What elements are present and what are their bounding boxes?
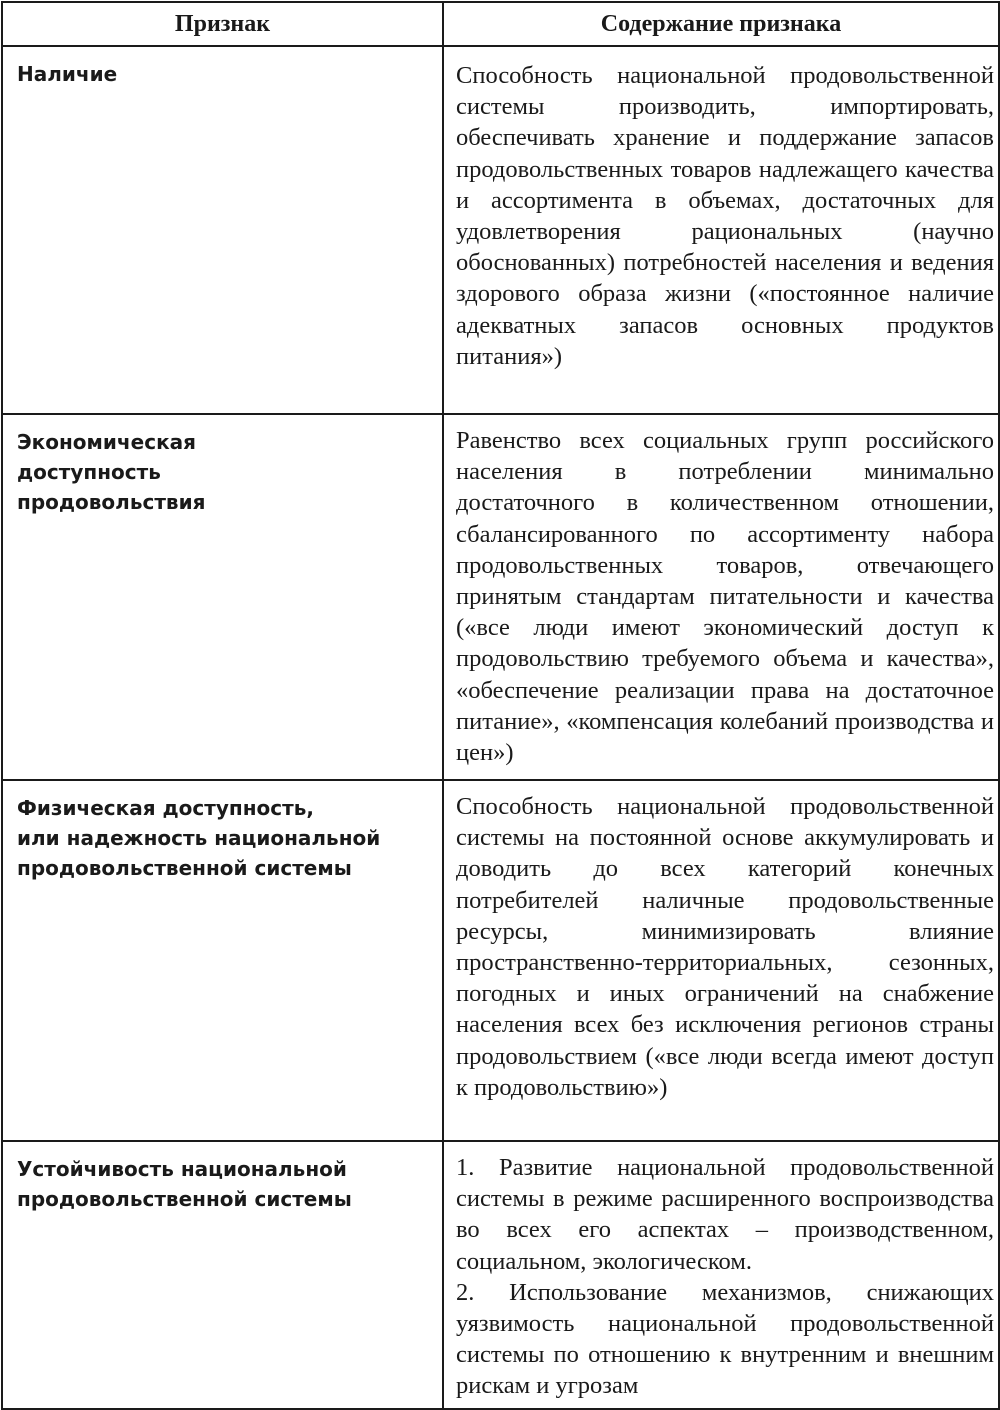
header-feature: Признак bbox=[2, 2, 443, 46]
content-cell bbox=[443, 414, 999, 780]
feature-text: или надежность национальной bbox=[17, 826, 381, 850]
feature-text: продовольственной системы bbox=[17, 856, 352, 880]
table-row bbox=[2, 46, 999, 414]
table-row bbox=[2, 1141, 999, 1409]
content-text: Способность национальной продовольственной системы на постоянной основе аккумулировать и доводить до всех категорий конечных потребителей наличные продовольственные ресурсы, минимизировать влияние пространственно-территориальных, сезонных, погодных и иных ограничений на снабжение населения всех без исключения регионов страны продовольствием («все люди всегда имеют доступ к продовольствию») bbox=[456, 793, 994, 1101]
feature-text: Устойчивость национальной bbox=[17, 1157, 347, 1181]
feature-cell bbox=[2, 780, 443, 1141]
feature-cell bbox=[2, 46, 443, 414]
header-content: Содержание признака bbox=[443, 2, 999, 46]
criteria-table bbox=[1, 1, 1000, 1410]
feature-text: Экономическая bbox=[17, 430, 196, 454]
feature-text: доступность bbox=[17, 460, 161, 484]
table-row bbox=[2, 780, 999, 1141]
feature-text: продовольственной системы bbox=[17, 1187, 352, 1211]
content-text: Равенство всех социальных групп российского населения в потреблении минимально достаточного в количественном отношении, сбалансированного по ассортименту набора продовольственных товаров, отвечающего принятым стандартам питательности и качества («все люди имеют экономический доступ к продовольствию требуемого объема и качества», «обеспечение реализации права на достаточное питание», «компенсация колебаний производства и цен») bbox=[456, 427, 994, 767]
content-cell bbox=[443, 1141, 999, 1409]
feature-cell bbox=[2, 414, 443, 780]
feature-text: продовольствия bbox=[17, 490, 206, 514]
content-text: 2. Использование механизмов, снижающих уязвимость национальной продовольственной системы по отношению к внутренним и внешним рискам и угрозам bbox=[456, 1278, 994, 1400]
content-cell bbox=[443, 46, 999, 414]
table-row bbox=[2, 414, 999, 780]
content-text: Способность национальной продовольственной системы производить, импортировать, обеспечивать хранение и поддержание запасов продовольственных товаров надлежащего качества и ассортимента в объемах, достаточных для удовлетворения рациональных (научно обоснованных) потребностей населения и ведения здорового образа жизни («постоянное наличие адекватных запасов основных продуктов питания») bbox=[456, 62, 994, 370]
content-cell bbox=[443, 780, 999, 1141]
header-row bbox=[2, 2, 999, 46]
feature-cell bbox=[2, 1141, 443, 1409]
content-text: 1. Развитие национальной продовольственной системы в режиме расширенного воспроизводства во всех его аспектах – производственном, социальном, экологическом. bbox=[456, 1154, 994, 1275]
feature-text: Физическая доступность, bbox=[17, 796, 314, 820]
feature-text: Наличие bbox=[17, 62, 118, 86]
